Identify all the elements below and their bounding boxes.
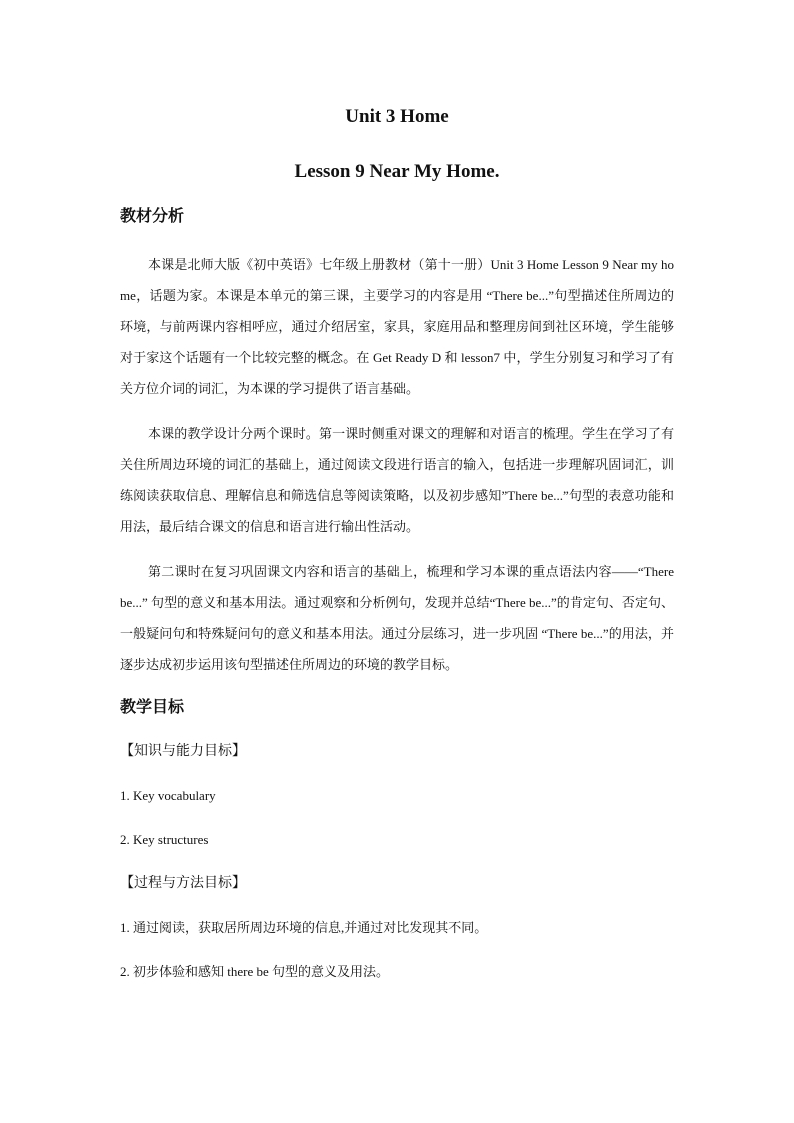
process-item-1: 1. 通过阅读，获取居所周边环境的信息,并通过对比发现其不同。 [120,920,488,935]
unit-title: Unit 3 Home [345,106,449,127]
knowledge-goals-heading: 【知识与能力目标】 [120,744,246,759]
analysis-paragraph-1: 本课是北师大版《初中英语》七年级上册教材（第十一册）Unit 3 Home Lesson 9 Near my home，话题为家。本课是本单元的第三课，主要学习的内容是用 “There be...”句型描述住所周边的环境，与前两课内容相呼应，通过介绍居室，家具，家庭用品和整理房间到社区环境，学生能够对于家这个话题有一个比较完整的概念。在 Get Ready D 和 lesson7 中，学生分别复习和学习了有关方位介词的词汇，为本课的学习提供了语言基础。 [120,257,674,396]
analysis-paragraph-2: 本课的教学设计分两个课时。第一课时侧重对课文的理解和对语言的梳理。学生在学习了有关住所周边环境的词汇的基础上，通过阅读文段进行语言的输入，包括进一步理解巩固词汇，训练阅读获取信息、理解信息和筛选信息等阅读策略，以及初步感知”There be...”句型的表意功能和用法，最后结合课文的信息和语言进行输出性活动。 [120,426,674,534]
process-goals-heading: 【过程与方法目标】 [120,876,246,891]
analysis-paragraph-3: 第二课时在复习巩固课文内容和语言的基础上，梳理和学习本课的重点语法内容——“There be...” 句型的意义和基本用法。通过观察和分析例句，发现并总结“There be...”的肯定句、否定句、一般疑问句和特殊疑问句的意义和基本用法。通过分层练习，进一步巩固 “There be...”的用法，并逐步达成初步运用该句型描述住所周边的环境的教学目标。 [120,564,674,672]
section-heading-analysis: 教材分析 [120,208,185,225]
lesson-title: Lesson 9 Near My Home. [294,161,500,182]
process-item-2: 2. 初步体验和感知 there be 句型的意义及用法。 [120,964,390,979]
knowledge-item-1: 1. Key vocabulary [120,788,216,803]
section-heading-goals: 教学目标 [120,699,185,716]
knowledge-item-2: 2. Key structures [120,832,209,847]
